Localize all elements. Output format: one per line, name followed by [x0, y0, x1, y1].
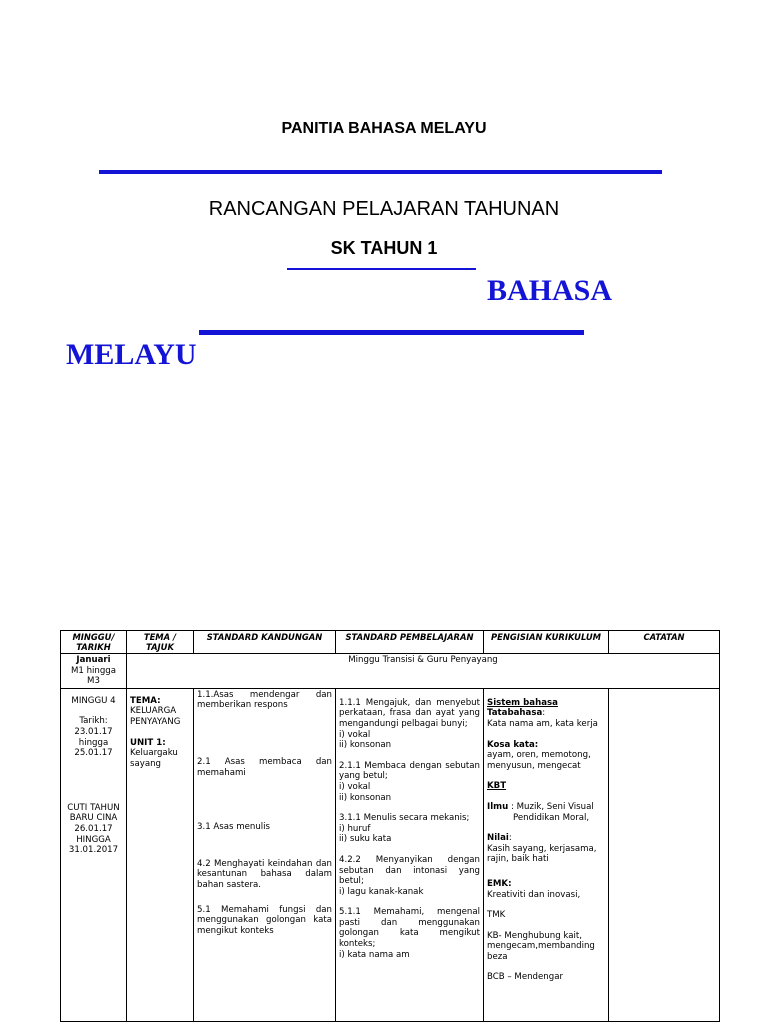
ilmu-label: Ilmu [487, 801, 509, 812]
unit-value: Keluargaku sayang [130, 748, 178, 769]
tatabahasa-label: Tatabahasa [487, 708, 543, 719]
cell-minggu-tarikh [61, 688, 127, 1021]
table-row-transisi [61, 654, 720, 689]
unit-label: UNIT 1: [130, 737, 166, 748]
minggu-range: M1 hingga M3 [70, 665, 117, 687]
cell-transisi-note: Minggu Transisi & Guru Penyayang [127, 654, 720, 689]
sp-subitem: i) vokal [339, 781, 371, 792]
blue-divider-top [99, 170, 662, 174]
tatabahasa-value: Kata nama am, kata kerja [487, 718, 598, 729]
subject-word-bahasa: BAHASA [487, 274, 613, 307]
bulan-label: Januari [76, 655, 111, 665]
header-minggu-tarikh: MINGGU/ TARIKH [61, 631, 127, 654]
header-pengisian-kurikulum: PENGISIAN KURIKULUM [484, 631, 609, 654]
tema-value: KELUARGA PENYAYANG [130, 706, 181, 727]
sp-item: 5.1.1 Memahami, mengenal pasti dan menggunakan golongan kata mengikut konteks; [339, 907, 480, 950]
kbt-heading: KBT [487, 781, 507, 792]
sk-item: 2.1 Asas membaca dan memahami [197, 756, 332, 778]
sp-item: 4.2.2 Menyanyikan dengan sebutan dan intonasi yang betul; [339, 854, 480, 887]
bcb-value: BCB – Mendengar [487, 972, 563, 983]
table-row-minggu-4 [61, 688, 720, 1021]
cell-standard-kandungan [194, 688, 336, 1021]
cuti-note: CUTI TAHUN BARU CINA 26.01.17 HINGGA 31.01.2017 [67, 802, 120, 856]
table-header-row [61, 631, 720, 654]
sk-item: 4.2 Menghayati keindahan dan kesantunan bahasa dalam bahan sastera. [197, 858, 332, 890]
blue-divider-short [287, 268, 476, 270]
tatabahasa-colon: : [542, 708, 546, 719]
header-standard-kandungan: STANDARD KANDUNGAN [194, 631, 336, 654]
sp-subitem: ii) suku kata [339, 834, 392, 845]
subject-word-melayu: MELAYU [66, 338, 197, 371]
ilmu-value: : Muzik, Seni Visual [508, 801, 594, 812]
sp-subitem: ii) konsonan [339, 740, 392, 751]
rpt-table [60, 630, 720, 1022]
rancangan-title: RANCANGAN PELAJARAN TAHUNAN [208, 198, 560, 220]
blue-divider-middle [199, 330, 584, 335]
kb-value: KB- Menghubung kait, mengecam,membanding beza [487, 930, 595, 962]
cell-minggu-transisi [61, 654, 127, 689]
cell-pengisian-kurikulum [484, 688, 609, 1021]
panitia-title: PANITIA BAHASA MELAYU [281, 120, 487, 137]
tema-label: TEMA: [130, 695, 161, 706]
cell-standard-pembelajaran [336, 688, 484, 1021]
nilai-value: Kasih sayang, kerjasama, rajin, baik hati [487, 843, 597, 865]
sk-tahun-title: SK TAHUN 1 [330, 238, 438, 258]
sk-item: 3.1 Asas menulis [197, 822, 271, 833]
cell-tema-tajuk [127, 688, 194, 1021]
emk-value: Kreativiti dan inovasi, [487, 889, 581, 900]
cell-catatan [609, 688, 720, 1021]
sp-subitem: ii) konsonan [339, 792, 392, 803]
header-catatan: CATATAN [609, 631, 720, 654]
tarikh-range: 23.01.17 hingga 25.01.17 [74, 726, 113, 759]
header-tema-tajuk: TEMA / TAJUK [127, 631, 194, 654]
sp-item: 2.1.1 Membaca dengan sebutan yang betul; [339, 760, 480, 782]
emk-label: EMK: [487, 878, 512, 889]
tmk-label: TMK [487, 910, 506, 921]
sp-item: 1.1.1 Mengajuk, dan menyebut perkataan, frasa dan ayat yang mengandungi pelbagai bunyi; [339, 697, 480, 729]
tarikh-label: Tarikh: [79, 716, 108, 727]
nilai-label: Nilai [487, 833, 509, 844]
sp-subitem: i) lagu kanak-kanak [339, 886, 424, 897]
sk-item: 1.1.Asas mendengar dan memberikan respons [197, 689, 332, 711]
sk-item: 5.1 Memahami fungsi dan menggunakan golongan kata mengikut konteks [197, 904, 332, 936]
sp-subitem: i) vokal [339, 729, 371, 740]
kosa-kata-label: Kosa kata: [487, 739, 539, 750]
sp-subitem: i) huruf [339, 823, 371, 834]
sp-item: 3.1.1 Menulis secara mekanis; [339, 813, 470, 824]
header-standard-pembelajaran: STANDARD PEMBELAJARAN [336, 631, 484, 654]
kosa-kata-value: ayam, oren, memotong, menyusun, mengecat [487, 750, 591, 771]
minggu-number: MINGGU 4 [71, 695, 116, 706]
sistem-bahasa-heading: Sistem bahasa [487, 697, 558, 708]
sp-subitem: i) kata nama am [339, 949, 410, 960]
ilmu-value-2: Pendidikan Moral, [513, 812, 590, 823]
nilai-colon: : [508, 833, 512, 844]
